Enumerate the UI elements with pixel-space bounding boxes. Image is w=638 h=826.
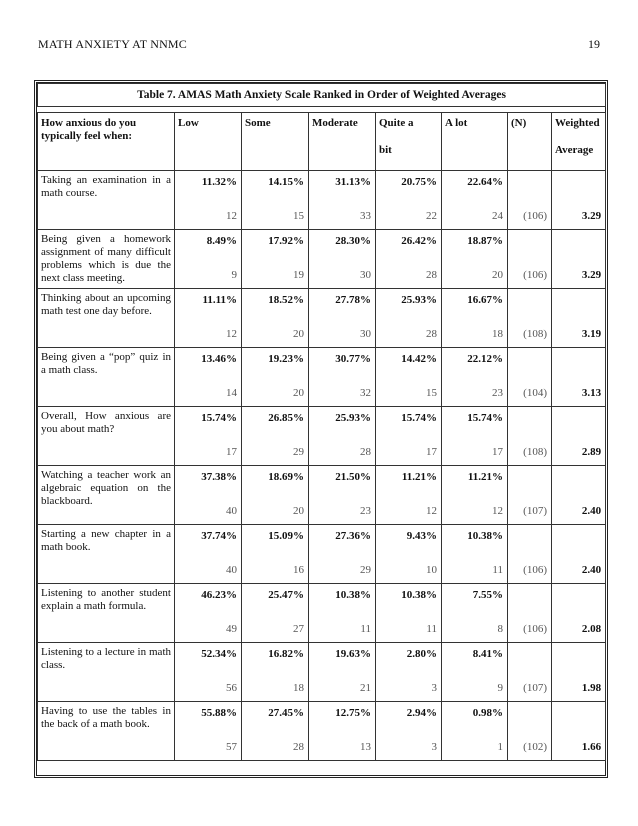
cell-weighted-average <box>552 348 606 407</box>
cell-n <box>508 289 552 348</box>
respondent-count: (106) <box>523 269 547 281</box>
column-header-a-lot: A lot <box>442 113 508 171</box>
cell-moderate <box>309 289 376 348</box>
column-header-some: Some <box>242 113 309 171</box>
cell-weighted-average <box>552 171 606 230</box>
cell-some <box>242 348 309 407</box>
cell-count: 21 <box>360 682 371 694</box>
cell-count: 20 <box>293 328 304 340</box>
cell-percent: 37.38% <box>201 471 237 483</box>
weighted-average-value: 1.98 <box>581 682 602 694</box>
cell-percent: 27.45% <box>268 707 304 719</box>
table-row <box>38 289 606 348</box>
respondent-count: (108) <box>523 328 547 340</box>
cell-some <box>242 230 309 289</box>
cell-percent: 11.11% <box>202 294 237 306</box>
cell-percent: 28.30% <box>335 235 371 247</box>
cell-count: 3 <box>431 682 437 694</box>
cell-percent: 46.23% <box>201 589 237 601</box>
column-header-quite-a-bit-line2: bit <box>379 144 392 156</box>
cell-percent: 12.75% <box>335 707 371 719</box>
cell-count: 18 <box>492 328 503 340</box>
cell-percent: 30.77% <box>335 353 371 365</box>
cell-n <box>508 525 552 584</box>
cell-count: 23 <box>492 387 503 399</box>
column-header-weighted-average <box>552 113 606 171</box>
cell-count: 9 <box>497 682 503 694</box>
cell-percent: 16.67% <box>467 294 503 306</box>
cell-percent: 20.75% <box>401 176 437 188</box>
cell-count: 12 <box>226 328 237 340</box>
respondent-count: (108) <box>523 446 547 458</box>
cell-count: 18 <box>293 682 304 694</box>
cell-percent: 22.64% <box>467 176 503 188</box>
cell-percent: 27.78% <box>335 294 371 306</box>
column-header-low: Low <box>175 113 242 171</box>
cell-quite-a-bit <box>376 171 442 230</box>
column-header-quite-a-bit <box>376 113 442 171</box>
cell-count: 28 <box>360 446 371 458</box>
cell-percent: 18.87% <box>467 235 503 247</box>
cell-a-lot <box>442 466 508 525</box>
cell-percent: 10.38% <box>401 589 437 601</box>
cell-count: 30 <box>360 269 371 281</box>
cell-count: 20 <box>492 269 503 281</box>
cell-count: 57 <box>226 741 237 753</box>
cell-percent: 25.47% <box>268 589 304 601</box>
column-header-moderate: Moderate <box>309 113 376 171</box>
cell-count: 33 <box>360 210 371 222</box>
cell-count: 16 <box>293 564 304 576</box>
cell-weighted-average <box>552 466 606 525</box>
cell-quite-a-bit <box>376 407 442 466</box>
cell-percent: 15.74% <box>201 412 237 424</box>
cell-low <box>175 643 242 702</box>
cell-percent: 26.42% <box>401 235 437 247</box>
row-question-label: Taking an examination in a math course. <box>38 171 175 230</box>
cell-low <box>175 289 242 348</box>
cell-percent: 8.49% <box>206 235 237 247</box>
anxiety-table <box>37 83 606 761</box>
cell-a-lot <box>442 643 508 702</box>
cell-low <box>175 348 242 407</box>
cell-count: 9 <box>231 269 237 281</box>
table-row <box>38 466 606 525</box>
cell-percent: 27.36% <box>335 530 371 542</box>
cell-percent: 19.23% <box>268 353 304 365</box>
cell-weighted-average <box>552 407 606 466</box>
weighted-average-value: 3.29 <box>581 210 602 222</box>
cell-some <box>242 466 309 525</box>
cell-percent: 25.93% <box>401 294 437 306</box>
cell-quite-a-bit <box>376 525 442 584</box>
cell-low <box>175 702 242 761</box>
cell-some <box>242 702 309 761</box>
table-row <box>38 407 606 466</box>
row-question-label: Listening to another student explain a math formula. <box>38 584 175 643</box>
table-row <box>38 525 606 584</box>
cell-count: 19 <box>293 269 304 281</box>
cell-percent: 15.09% <box>268 530 304 542</box>
cell-n <box>508 348 552 407</box>
cell-count: 28 <box>426 269 437 281</box>
cell-count: 15 <box>426 387 437 399</box>
cell-low <box>175 407 242 466</box>
cell-n <box>508 171 552 230</box>
cell-a-lot <box>442 407 508 466</box>
cell-percent: 11.21% <box>467 471 503 483</box>
row-question-label: Starting a new chapter in a math book. <box>38 525 175 584</box>
cell-a-lot <box>442 348 508 407</box>
cell-count: 20 <box>293 387 304 399</box>
cell-count: 13 <box>360 741 371 753</box>
cell-percent: 19.63% <box>335 648 371 660</box>
cell-count: 17 <box>492 446 503 458</box>
respondent-count: (104) <box>523 387 547 399</box>
weighted-average-value: 2.40 <box>581 564 602 576</box>
cell-count: 17 <box>426 446 437 458</box>
cell-a-lot <box>442 525 508 584</box>
cell-percent: 22.12% <box>467 353 503 365</box>
cell-moderate <box>309 584 376 643</box>
column-header-weighted-line2: Average <box>555 144 594 156</box>
table-caption: Table 7. AMAS Math Anxiety Scale Ranked in Order of Weighted Averages <box>38 84 606 107</box>
cell-count: 12 <box>226 210 237 222</box>
cell-count: 56 <box>226 682 237 694</box>
cell-percent: 26.85% <box>268 412 304 424</box>
cell-percent: 37.74% <box>201 530 237 542</box>
column-header-n: (N) <box>508 113 552 171</box>
cell-quite-a-bit <box>376 584 442 643</box>
cell-percent: 13.46% <box>201 353 237 365</box>
cell-count: 11 <box>426 623 437 635</box>
cell-some <box>242 643 309 702</box>
cell-count: 10 <box>426 564 437 576</box>
cell-count: 23 <box>360 505 371 517</box>
cell-percent: 31.13% <box>335 176 371 188</box>
cell-count: 40 <box>226 505 237 517</box>
cell-count: 15 <box>293 210 304 222</box>
cell-percent: 52.34% <box>201 648 237 660</box>
cell-percent: 18.52% <box>268 294 304 306</box>
cell-quite-a-bit <box>376 466 442 525</box>
cell-low <box>175 171 242 230</box>
cell-percent: 15.74% <box>401 412 437 424</box>
cell-moderate <box>309 230 376 289</box>
cell-moderate <box>309 407 376 466</box>
cell-count: 40 <box>226 564 237 576</box>
cell-a-lot <box>442 702 508 761</box>
cell-weighted-average <box>552 643 606 702</box>
cell-weighted-average <box>552 525 606 584</box>
cell-percent: 21.50% <box>335 471 371 483</box>
cell-percent: 11.32% <box>201 176 237 188</box>
respondent-count: (106) <box>523 564 547 576</box>
table-row <box>38 230 606 289</box>
cell-a-lot <box>442 171 508 230</box>
cell-count: 49 <box>226 623 237 635</box>
cell-low <box>175 584 242 643</box>
cell-count: 24 <box>492 210 503 222</box>
cell-n <box>508 643 552 702</box>
table-row <box>38 584 606 643</box>
cell-count: 22 <box>426 210 437 222</box>
cell-quite-a-bit <box>376 230 442 289</box>
row-question-label: Being given a “pop” quiz in a math class. <box>38 348 175 407</box>
row-question-label: Listening to a lecture in math class. <box>38 643 175 702</box>
running-header: MATH ANXIETY AT NNMC <box>38 37 188 51</box>
cell-count: 17 <box>226 446 237 458</box>
cell-moderate <box>309 348 376 407</box>
cell-n <box>508 584 552 643</box>
anxiety-table-frame <box>34 80 608 778</box>
respondent-count: (107) <box>523 682 547 694</box>
cell-count: 28 <box>293 741 304 753</box>
cell-count: 11 <box>492 564 503 576</box>
cell-n <box>508 466 552 525</box>
cell-percent: 11.21% <box>401 471 437 483</box>
cell-count: 29 <box>293 446 304 458</box>
cell-a-lot <box>442 289 508 348</box>
cell-moderate <box>309 466 376 525</box>
cell-a-lot <box>442 584 508 643</box>
cell-count: 32 <box>360 387 371 399</box>
cell-moderate <box>309 525 376 584</box>
table-row <box>38 348 606 407</box>
cell-count: 29 <box>360 564 371 576</box>
cell-some <box>242 289 309 348</box>
weighted-average-value: 2.08 <box>581 623 602 635</box>
cell-count: 12 <box>492 505 503 517</box>
weighted-average-value: 2.89 <box>581 446 602 458</box>
cell-n <box>508 702 552 761</box>
cell-a-lot <box>442 230 508 289</box>
cell-percent: 55.88% <box>201 707 237 719</box>
cell-percent: 14.42% <box>401 353 437 365</box>
cell-n <box>508 407 552 466</box>
cell-count: 27 <box>293 623 304 635</box>
cell-count: 14 <box>226 387 237 399</box>
cell-some <box>242 171 309 230</box>
cell-percent: 2.94% <box>406 707 437 719</box>
cell-some <box>242 584 309 643</box>
cell-quite-a-bit <box>376 348 442 407</box>
cell-percent: 9.43% <box>406 530 437 542</box>
cell-weighted-average <box>552 584 606 643</box>
column-header-question: How anxious do you typically feel when: <box>38 113 175 171</box>
cell-some <box>242 407 309 466</box>
cell-percent: 8.41% <box>472 648 503 660</box>
row-question-label: Having to use the tables in the back of a math book. <box>38 702 175 761</box>
cell-percent: 18.69% <box>268 471 304 483</box>
cell-count: 1 <box>497 741 503 753</box>
table-row <box>38 702 606 761</box>
cell-count: 8 <box>497 623 503 635</box>
respondent-count: (107) <box>523 505 547 517</box>
table-row <box>38 171 606 230</box>
cell-percent: 16.82% <box>268 648 304 660</box>
cell-low <box>175 466 242 525</box>
cell-moderate <box>309 171 376 230</box>
cell-count: 3 <box>431 741 437 753</box>
cell-percent: 17.92% <box>268 235 304 247</box>
cell-moderate <box>309 643 376 702</box>
cell-percent: 25.93% <box>335 412 371 424</box>
table-header-row <box>38 113 606 171</box>
cell-low <box>175 230 242 289</box>
cell-count: 11 <box>360 623 371 635</box>
weighted-average-value: 3.29 <box>581 269 602 281</box>
cell-count: 20 <box>293 505 304 517</box>
row-question-label: Being given a homework assignment of many difficult problems which is due the next class meeting. <box>38 230 175 289</box>
cell-weighted-average <box>552 702 606 761</box>
respondent-count: (102) <box>523 741 547 753</box>
cell-percent: 0.98% <box>472 707 503 719</box>
cell-percent: 2.80% <box>406 648 437 660</box>
cell-quite-a-bit <box>376 702 442 761</box>
respondent-count: (106) <box>523 210 547 222</box>
cell-low <box>175 525 242 584</box>
column-header-quite-a-bit-line1: Quite a <box>379 117 414 129</box>
cell-n <box>508 230 552 289</box>
cell-weighted-average <box>552 289 606 348</box>
respondent-count: (106) <box>523 623 547 635</box>
row-question-label: Thinking about an upcoming math test one day before. <box>38 289 175 348</box>
cell-percent: 14.15% <box>268 176 304 188</box>
cell-quite-a-bit <box>376 643 442 702</box>
cell-count: 30 <box>360 328 371 340</box>
column-header-weighted-line1: Weighted <box>555 117 600 129</box>
row-question-label: Watching a teacher work an algebraic equation on the blackboard. <box>38 466 175 525</box>
cell-percent: 15.74% <box>467 412 503 424</box>
cell-moderate <box>309 702 376 761</box>
weighted-average-value: 1.66 <box>581 741 602 753</box>
weighted-average-value: 2.40 <box>581 505 602 517</box>
cell-some <box>242 525 309 584</box>
row-question-label: Overall, How anxious are you about math? <box>38 407 175 466</box>
cell-quite-a-bit <box>376 289 442 348</box>
cell-weighted-average <box>552 230 606 289</box>
cell-percent: 7.55% <box>472 589 503 601</box>
cell-percent: 10.38% <box>335 589 371 601</box>
table-row <box>38 643 606 702</box>
cell-count: 12 <box>426 505 437 517</box>
cell-percent: 10.38% <box>467 530 503 542</box>
page-number: 19 <box>588 37 600 51</box>
cell-count: 28 <box>426 328 437 340</box>
weighted-average-value: 3.13 <box>581 387 602 399</box>
weighted-average-value: 3.19 <box>581 328 602 340</box>
